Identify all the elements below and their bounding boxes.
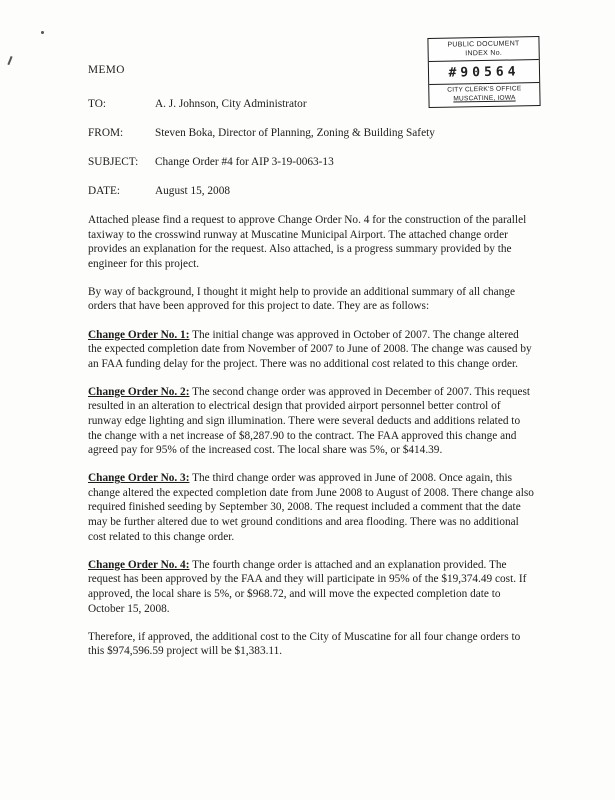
paragraph-text: The second change order was approved in December of 2007. This request resulted in an alteration to electrical design that provided airport personnel better control of runway edge lighting and sign illumination. There were several deducts and additions related to the change with a net increase of $8,287.90 to the contract. The FAA approved this change and agreed pay for 95% of the increased cost. The local share was 5%, or $414.39.: [88, 385, 531, 457]
field-value: August 15, 2008: [155, 184, 231, 197]
field-label: SUBJECT:: [88, 155, 139, 168]
field-label: FROM:: [88, 126, 124, 139]
stamp-header: [428, 37, 538, 62]
field-value: A. J. Johnson, City Administrator: [155, 97, 307, 110]
paragraph-text: The initial change was approved in October of 2007. The change altered the expected completion date from November of 2007 to June of 2008. The change was caused by an FAA funding delay for the project. There was no additional cost related to this change order.: [88, 328, 532, 370]
memo-field-to: [88, 97, 535, 112]
memo-field-from: [88, 126, 535, 141]
paragraph-change-order-4: [88, 558, 535, 616]
change-order-2-heading: Change Order No. 2:: [88, 385, 190, 398]
scan-artifact-dot: [41, 31, 44, 34]
change-order-4-heading: Change Order No. 4:: [88, 558, 190, 571]
paragraph-background: [88, 285, 535, 314]
stamp-subtitle: INDEX No.: [465, 49, 503, 57]
memo-field-date: [88, 184, 535, 199]
stamp-office-line1: CITY CLERK'S OFFICE: [447, 85, 522, 94]
paragraph-text: The third change order was approved in June of 2008. Once again, this change altered the expected completion date from June 2008 to August of 2008. There change also required finished seeding by September 30, 2008. The request included a comment that the date may be further altered due to wet ground conditions and area flooding. There was no additional cost related to this change order.: [88, 472, 534, 543]
paragraph-text: By way of background, I thought it might help to provide an additional summary of all change orders that have been approved for this project to date. They are as follows:: [88, 285, 515, 313]
stamp-index-number: #90564: [429, 60, 539, 85]
memo-title: MEMO: [88, 64, 125, 76]
paragraph-conclusion: [88, 630, 535, 659]
field-label: TO:: [88, 97, 106, 110]
stamp-title: PUBLIC DOCUMENT: [447, 40, 520, 49]
paragraph-text: Therefore, if approved, the additional cost to the City of Muscatine for all four change orders to this $974,596.59 project will be $1,383.11.: [88, 630, 521, 658]
memo-content: [88, 63, 535, 672]
field-value: Change Order #4 for AIP 3-19-0063-13: [155, 155, 334, 168]
memo-header-fields: [88, 97, 535, 199]
memo-body: [88, 213, 535, 659]
change-order-1-heading: Change Order No. 1:: [88, 328, 190, 341]
field-label: DATE:: [88, 184, 121, 197]
paragraph-change-order-2: [88, 385, 535, 458]
memo-field-subject: [88, 155, 535, 170]
change-order-3-heading: Change Order No. 3:: [88, 472, 190, 485]
paragraph-change-order-1: [88, 328, 535, 372]
paragraph-intro: [88, 213, 535, 271]
scan-artifact-slash: [7, 56, 12, 65]
paragraph-text: Attached please find a request to approve Change Order No. 4 for the construction of the parallel taxiway to the crosswind runway at Muscatine Municipal Airport. The attached change order provides an explanation for the request. Also attached, is a progress summary provided by the engineer for this project.: [88, 213, 527, 270]
field-value: Steven Boka, Director of Planning, Zoning & Building Safety: [155, 126, 435, 139]
stamp-office-line2: MUSCATINE, IOWA: [453, 93, 516, 103]
paragraph-text: The fourth change order is attached and an explanation provided. The request has been approved by the FAA and they will participate in 95% of the $19,374.49 cost. If approved, the local share is 5%, or $968.72, and will move the expected completion date to October 15, 2008.: [88, 558, 527, 615]
paragraph-change-order-3: [88, 471, 535, 544]
